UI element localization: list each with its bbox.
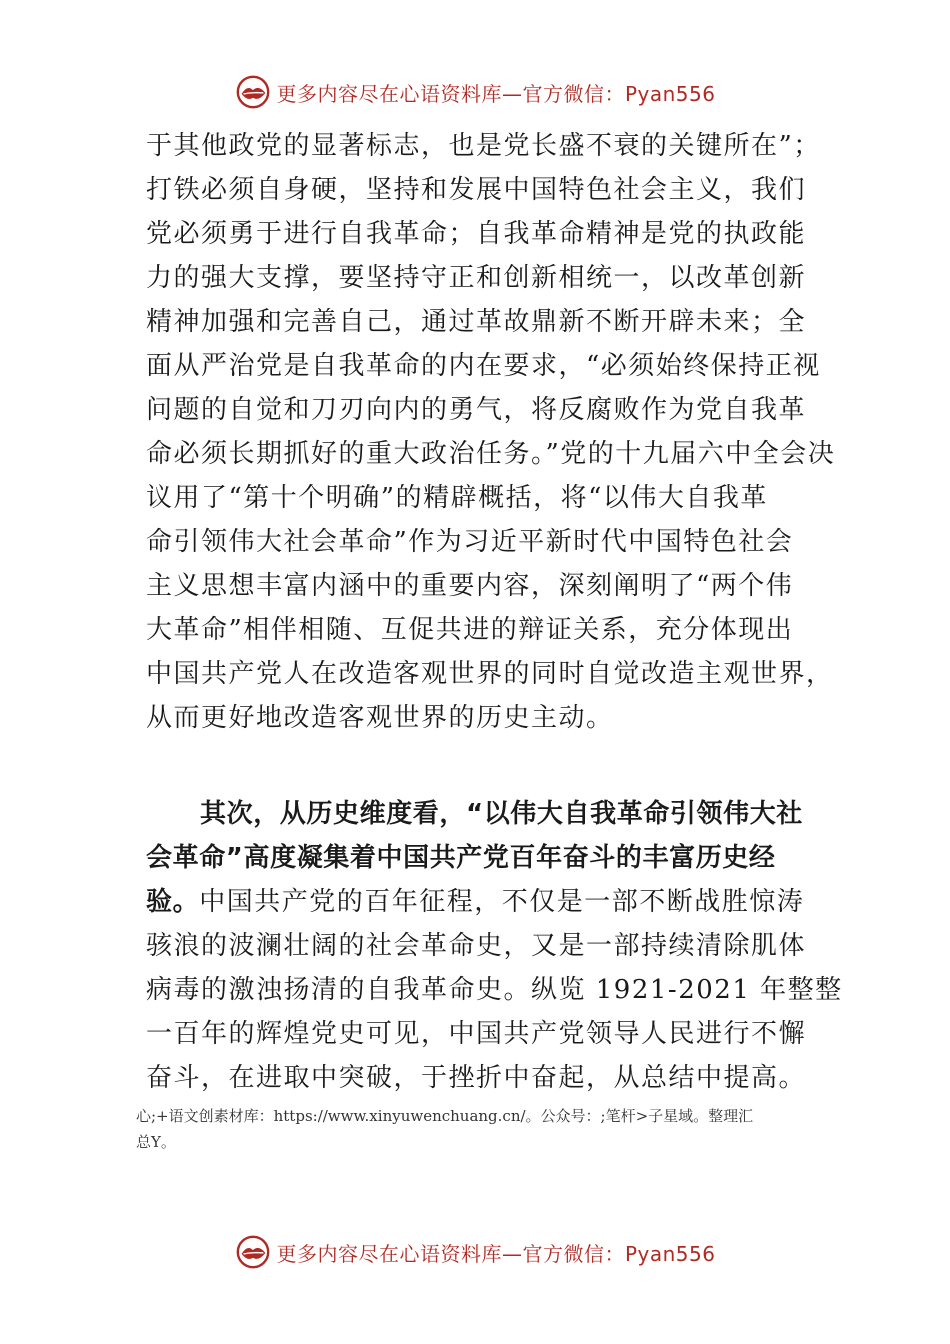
text-line: 力的强大支撑，要坚持守正和创新相统一，以改革创新 bbox=[146, 263, 807, 293]
footnote bbox=[136, 1103, 836, 1155]
body-text: 中国共产党的百年征程，不仅是一部不断战胜惊涛 bbox=[199, 887, 805, 917]
bold-text-line: 会革命”高度凝集着中国共产党百年奋斗的丰富历史经 bbox=[146, 843, 776, 873]
text-line: 面从严治党是自我革命的内在要求，“必须始终保持正视 bbox=[146, 351, 821, 381]
text-line: 打铁必须自身硬，坚持和发展中国特色社会主义，我们 bbox=[146, 175, 807, 205]
text-line: 命引领伟大社会革命”作为习近平新时代中国特色社会 bbox=[146, 527, 794, 557]
text-line: 病毒的激浊扬清的自我革命史。纵览 1921-2021 年整整 bbox=[146, 975, 843, 1005]
text-line: 主义思想丰富内涵中的重要内容，深刻阐明了“两个伟 bbox=[146, 571, 794, 601]
mixed-text-line bbox=[146, 880, 826, 924]
text-line: 一百年的辉煌党史可见，中国共产党领导人民进行不懈 bbox=[146, 1019, 807, 1049]
bold-text: 验。 bbox=[146, 887, 200, 917]
text-line: 党必须勇于进行自我革命；自我革命精神是党的执政能 bbox=[146, 219, 807, 249]
text-line: 骇浪的波澜壮阔的社会革命史，又是一部持续清除肌体 bbox=[146, 931, 807, 961]
lips-logo-icon bbox=[234, 73, 272, 111]
footer-banner bbox=[0, 1230, 950, 1274]
header-banner bbox=[0, 70, 950, 114]
text-line: 奋斗，在进取中突破，于挫折中奋起，从总结中提高。 bbox=[146, 1063, 807, 1093]
text-line: 精神加强和完善自己，通过革故鼎新不断开辟未来；全 bbox=[146, 307, 807, 337]
text-line: 中国共产党人在改造客观世界的同时自觉改造主观世界， bbox=[146, 659, 834, 689]
footnote-line: 心;+语文创素材库：https://www.xinyuwenchuang.cn/。公众号：;笔杆>子星域。整理汇 bbox=[136, 1107, 754, 1125]
paragraph-1 bbox=[146, 124, 836, 740]
footnote-line: 总Y。 bbox=[136, 1133, 176, 1151]
lips-logo-icon bbox=[234, 1233, 272, 1271]
text-line: 从而更好地改造客观世界的历史主动。 bbox=[146, 703, 614, 733]
text-line: 命必须长期抓好的重大政治任务。”党的十九届六中全会决 bbox=[146, 439, 836, 469]
text-line: 于其他政党的显著标志，也是党长盛不衰的关键所在”； bbox=[146, 131, 821, 161]
text-line: 大革命”相伴相随、互促共进的辩证关系，充分体现出 bbox=[146, 615, 794, 645]
text-line: 议用了“第十个明确”的精辟概括，将“以伟大自我革 bbox=[146, 483, 768, 513]
banner-text: 更多内容尽在心语资料库—官方微信：Pyan556 bbox=[276, 81, 716, 106]
paragraph-2 bbox=[146, 792, 843, 1100]
bold-text-line: 其次，从历史维度看，“以伟大自我革命引领伟大社 bbox=[200, 799, 803, 829]
banner-text: 更多内容尽在心语资料库—官方微信：Pyan556 bbox=[276, 1241, 716, 1266]
text-line: 问题的自觉和刀刃向内的勇气，将反腐败作为党自我革 bbox=[146, 395, 807, 425]
